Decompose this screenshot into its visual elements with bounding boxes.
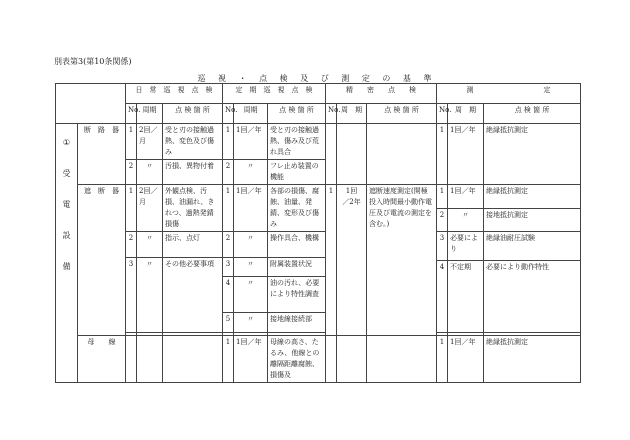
daily-period: 〃	[137, 232, 163, 258]
precise-no: 1	[326, 185, 337, 336]
daily-period: 2回／月	[137, 185, 163, 232]
col-period: 周期	[234, 104, 268, 124]
daily-period	[137, 336, 163, 383]
group-char: ①	[62, 138, 71, 147]
periodic-no: 2	[223, 232, 234, 258]
col-place: 点 検 箇 所	[484, 104, 581, 124]
header-row-columns	[56, 104, 581, 124]
measure-no: 4	[437, 261, 448, 333]
header-precise: 精 密 点 検	[326, 84, 437, 104]
group-label	[58, 125, 75, 272]
measure-period: 必要により	[448, 232, 484, 261]
periodic-no: 2	[223, 160, 234, 185]
table-title: 巡 視 ・ 点 検 及 び 測 定 の 基 準	[197, 74, 437, 83]
col-no: No.	[223, 104, 234, 124]
measure-no: 2	[437, 208, 448, 232]
measure-period: 1回／年	[448, 336, 484, 383]
precise-place	[367, 336, 437, 383]
group-char: 設	[62, 231, 71, 240]
daily-no: 1	[126, 185, 137, 232]
table-row	[56, 232, 581, 258]
periodic-period: 〃	[234, 313, 268, 333]
col-no: No.	[126, 104, 137, 124]
periodic-no: 5	[223, 313, 234, 333]
periodic-place: 各部の損傷、腐蝕、油量、発錆、変形及び傷み	[268, 185, 326, 232]
corner-cell	[56, 84, 126, 124]
col-place: 点 検 箇 所	[268, 104, 326, 124]
daily-no	[126, 336, 137, 383]
measure-place: 絶縁油耐圧試験	[484, 232, 581, 261]
measure-place: 絶縁抵抗測定	[484, 185, 581, 209]
table-row	[56, 336, 581, 383]
group-char: 電	[62, 200, 71, 209]
periodic-period: 1回／年	[234, 185, 268, 232]
periodic-period: 〃	[234, 232, 268, 258]
col-no: No.	[437, 104, 448, 124]
periodic-place: 操作具合、機構	[268, 232, 326, 258]
header-periodic: 定 期 巡 視 点 検	[223, 84, 326, 104]
col-period: 周期	[137, 104, 163, 124]
daily-period: 〃	[137, 258, 163, 333]
daily-period: 〃	[137, 160, 163, 185]
periodic-no: 1	[223, 124, 234, 160]
precise-period	[337, 336, 367, 383]
daily-no: 3	[126, 258, 137, 333]
header-daily: 日 常 巡 視 点 検	[126, 84, 223, 104]
daily-place: 外観点検、汚損、油漏れ、きれつ、過熱発錆損傷	[163, 185, 223, 232]
measure-no: 1	[437, 185, 448, 209]
periodic-no: 4	[223, 277, 234, 313]
daily-place: 受と刃の接触過熱、変色及び傷み	[163, 124, 223, 160]
header-measure: 測 定	[437, 84, 581, 104]
measure-no: 3	[437, 232, 448, 261]
table-row	[56, 124, 581, 160]
measure-place: 絶縁抵抗測定	[484, 336, 581, 383]
periodic-place: 油の汚れ、必要により特性調査	[268, 277, 326, 313]
daily-place: 汚損、異物付着	[163, 160, 223, 185]
daily-no: 2	[126, 232, 137, 258]
measure-period: 〃	[448, 208, 484, 232]
group-cell	[56, 124, 78, 383]
periodic-no: 1	[223, 336, 234, 383]
precise-period: 1回 ／2年	[337, 185, 367, 336]
col-period: 周 期	[448, 104, 484, 124]
periodic-place: フレ止め装置の機能	[268, 160, 326, 185]
precise-no	[326, 124, 337, 185]
periodic-period: 〃	[234, 160, 268, 185]
periodic-place: 附属装置状況	[268, 258, 326, 277]
daily-place: その他必要事項	[163, 258, 223, 333]
equipment-name: 断 路 器	[78, 124, 126, 185]
daily-no: 2	[126, 160, 137, 185]
precise-place: 遮断速度測定(開極投入時間最小動作電圧及び電流の測定を含む。)	[367, 185, 437, 336]
group-char: 受	[62, 169, 71, 178]
inspection-table	[55, 83, 581, 383]
periodic-period: 1回／年	[234, 124, 268, 160]
measure-place: 接地抵抗測定	[484, 208, 581, 232]
appendix-label: 別表第3(第10条関係)	[54, 57, 132, 66]
col-period: 周 期	[337, 104, 367, 124]
periodic-no: 3	[223, 258, 234, 277]
measure-period: 1回／年	[448, 185, 484, 209]
daily-place: 指示、点灯	[163, 232, 223, 258]
col-no: No.	[326, 104, 337, 124]
periodic-place: 母線の高さ、たるみ、他線との離隔距離腐蝕、損傷及	[268, 336, 326, 383]
daily-period: 2回／月	[137, 124, 163, 160]
table-row	[56, 185, 581, 209]
measure-period: 1回／年	[448, 124, 484, 185]
group-char: 備	[62, 262, 71, 271]
measure-period: 不定期	[448, 261, 484, 333]
precise-no	[326, 336, 337, 383]
precise-period	[337, 124, 367, 185]
col-place: 点 検 箇 所	[163, 104, 223, 124]
periodic-no: 1	[223, 185, 234, 232]
equipment-name: 遮 断 器	[78, 185, 126, 336]
daily-no: 1	[126, 124, 137, 160]
measure-no: 1	[437, 336, 448, 383]
header-row-sections	[56, 84, 581, 104]
periodic-period: 1回／年	[234, 336, 268, 383]
periodic-period: 〃	[234, 277, 268, 313]
measure-no: 1	[437, 124, 448, 185]
equipment-name: 母 線	[78, 336, 126, 383]
col-place: 点 検 箇 所	[367, 104, 437, 124]
periodic-place: 接地線接続部	[268, 313, 326, 333]
periodic-place: 受と刃の接触過熱、傷み及び荒れ具合	[268, 124, 326, 160]
precise-place	[367, 124, 437, 185]
measure-place: 絶縁抵抗測定	[484, 124, 581, 185]
daily-place	[163, 336, 223, 383]
measure-place: 必要により動作特性	[484, 261, 581, 333]
periodic-period: 〃	[234, 258, 268, 277]
